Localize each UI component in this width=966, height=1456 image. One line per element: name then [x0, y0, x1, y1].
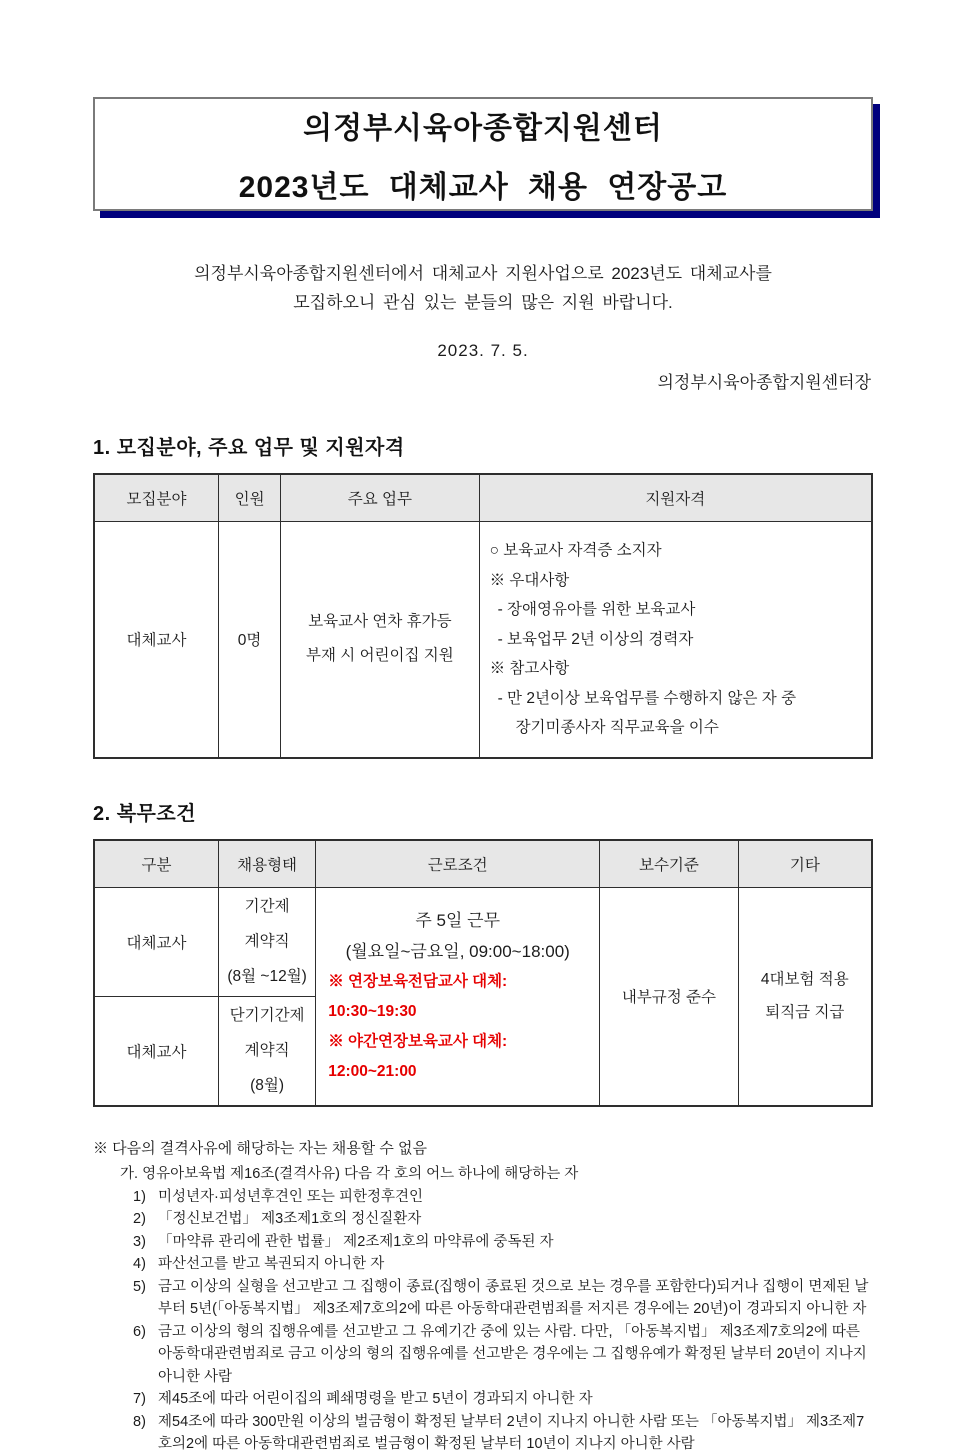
cell-division: 대체교사 — [94, 996, 218, 1106]
section1-heading: 1. 모집분야, 주요 업무 및 지원자격 — [93, 437, 405, 459]
notes-title: ※ 다음의 결격사유에 해당하는 자는 채용할 수 없음 — [93, 1139, 427, 1157]
cell-qualifications — [479, 522, 872, 758]
cell-category: 대체교사 — [94, 522, 218, 758]
cell-employment-type — [218, 996, 315, 1106]
column-header-work-conditions: 근로조건 — [316, 840, 600, 888]
signature-text: 의정부시육아종합지원센터장 — [657, 373, 871, 392]
cell-division: 대체교사 — [94, 887, 218, 996]
qualification-line: ※ 우대사항 — [489, 571, 570, 589]
notes-subtitle: 가. 영유아보육법 제16조(결격사유) 다음 각 호의 어느 하나에 해당하는 자 — [120, 1165, 579, 1182]
note-item — [133, 1231, 873, 1254]
notes-list — [93, 1186, 873, 1456]
column-header-pay-standard: 보수기준 — [600, 840, 738, 888]
note-item-text: 미성년자·피성년후견인 또는 피한정후견인 — [158, 1188, 424, 1205]
note-item-text: 「마약류 관리에 관한 법률」 제2조제1호의 마약류에 중독된 자 — [158, 1233, 554, 1250]
column-header-etc: 기타 — [738, 840, 872, 888]
qualification-line: ※ 참고사항 — [489, 660, 570, 677]
work-condition-red-line: ※ 연장보육전담교사 대체: 10:30~19:30 — [328, 973, 508, 1020]
type-line: 단기기간제 — [229, 1007, 305, 1024]
intro-line-2: 모집하오니 관심 있는 분들의 많은 지원 바랍니다. — [293, 293, 673, 312]
qualification-line: 장기미종사자 직무교육을 이수 — [515, 719, 719, 736]
note-item-text: 제45조에 따라 어린이집의 폐쇄명령을 받고 5년이 경과되지 아니한 자 — [158, 1391, 593, 1407]
note-item — [133, 1321, 873, 1389]
column-header-division: 구분 — [94, 840, 218, 888]
column-header-duty: 주요 업무 — [281, 474, 479, 522]
cell-work-conditions — [316, 887, 600, 1106]
work-condition-line: 주 5일 근무 — [415, 911, 500, 930]
service-conditions-table — [93, 839, 873, 1107]
recruitment-table-row — [94, 522, 872, 758]
column-header-qualification: 지원자격 — [479, 474, 872, 522]
cell-employment-type — [218, 887, 315, 996]
note-item-text: 금고 이상의 실형을 선고받고 그 집행이 종료(집행이 종료된 것으로 보는 경우를 포함한다)되거나 집행이 면제된 날부터 5년(「아동복지법」 제3조제7호의2에 따른 아동학대관련범죄를 저지른 경우에는 20년)이 경과되지 아니한 자 — [158, 1278, 869, 1317]
note-item-text: 제54조에 따라 300만원 이상의 벌금형이 확정된 날부터 2년이 지나지 아니한 사람 또는 「아동복지법」 제3조제7호의2에 따른 아동학대관련범죄로 벌금형이 확정된 날부터 10년이 지나지 아니한 사람 — [158, 1413, 865, 1452]
qualification-line: ○ 보육교사 자격증 소지자 — [489, 542, 662, 559]
service-table-header-row — [94, 840, 872, 888]
column-header-count: 인원 — [218, 474, 280, 522]
note-item — [133, 1208, 873, 1231]
note-item-number: 5) — [133, 1278, 146, 1295]
note-item-number: 8) — [133, 1413, 146, 1430]
etc-line: 퇴직금 지급 — [765, 1004, 845, 1021]
service-table-row-1 — [94, 887, 872, 996]
recruitment-table — [93, 473, 873, 759]
section2-heading: 2. 복무조건 — [93, 802, 197, 825]
cell-count: 0명 — [218, 522, 280, 758]
column-header-employment-type: 채용형태 — [218, 840, 315, 888]
cell-etc — [738, 887, 872, 1106]
note-item — [133, 1186, 873, 1209]
intro-paragraph — [93, 259, 873, 317]
note-item — [133, 1388, 873, 1411]
duty-line-2: 부재 시 어린이집 지원 — [306, 647, 454, 665]
note-item-number: 2) — [133, 1211, 146, 1227]
note-item — [133, 1276, 873, 1321]
work-condition-red-line: ※ 야간연장보육교사 대체: 12:00~21:00 — [328, 1033, 508, 1080]
type-line: 계약직 — [244, 933, 290, 950]
column-header-category: 모집분야 — [94, 474, 218, 522]
document-page — [93, 0, 873, 1456]
note-item — [133, 1411, 873, 1456]
intro-line-1: 의정부시육아종합지원센터에서 대체교사 지원사업으로 2023년도 대체교사를 — [194, 264, 772, 283]
note-item-number: 4) — [133, 1256, 146, 1272]
qualification-line: - 만 2년이상 보육업무를 수행하지 않은 자 중 — [497, 689, 797, 707]
note-item-number: 3) — [133, 1233, 146, 1250]
note-item-number: 1) — [133, 1188, 146, 1205]
qualification-line: - 장애영유아를 위한 보육교사 — [497, 601, 696, 618]
type-line: (8월) — [250, 1077, 285, 1094]
recruitment-table-header-row — [94, 474, 872, 522]
cell-pay-standard: 내부규정 준수 — [600, 887, 738, 1106]
page-title: 2023년도 대체교사 채용 연장공고 — [238, 170, 728, 204]
qualification-line: - 보육업무 2년 이상의 경력자 — [497, 630, 694, 648]
note-item — [133, 1253, 873, 1276]
type-line: 기간제 — [244, 898, 290, 915]
type-line: 계약직 — [244, 1042, 290, 1059]
duty-line-1: 보육교사 연차 휴가등 — [308, 613, 452, 631]
org-title: 의정부시육아종합지원센터 — [303, 111, 663, 145]
note-item-number: 7) — [133, 1391, 146, 1407]
disqualification-notes — [93, 1137, 873, 1456]
type-line: (8월 ~12월) — [227, 968, 307, 985]
note-item-text: 금고 이상의 형의 집행유예를 선고받고 그 유예기간 중에 있는 사람. 다만, 「아동복지법」 제3조제7호의2에 따른 아동학대관련범죄로 금고 이상의 형의 집행유예를 선고받은 경우에는 그 집행유예가 확정된 날부터 20년이 지나지 아니한 사람 — [158, 1323, 867, 1385]
note-item-number: 6) — [133, 1323, 146, 1340]
title-box — [93, 97, 873, 211]
etc-line: 4대보험 적용 — [760, 971, 849, 988]
date-text: 2023. 7. 5. — [437, 341, 529, 360]
note-item-text: 「정신보건법」 제3조제1호의 정신질환자 — [158, 1211, 422, 1227]
cell-duty — [281, 522, 479, 758]
work-condition-line: (월요일~금요일, 09:00~18:00) — [345, 942, 570, 961]
note-item-text: 파산선고를 받고 복권되지 아니한 자 — [158, 1256, 385, 1272]
